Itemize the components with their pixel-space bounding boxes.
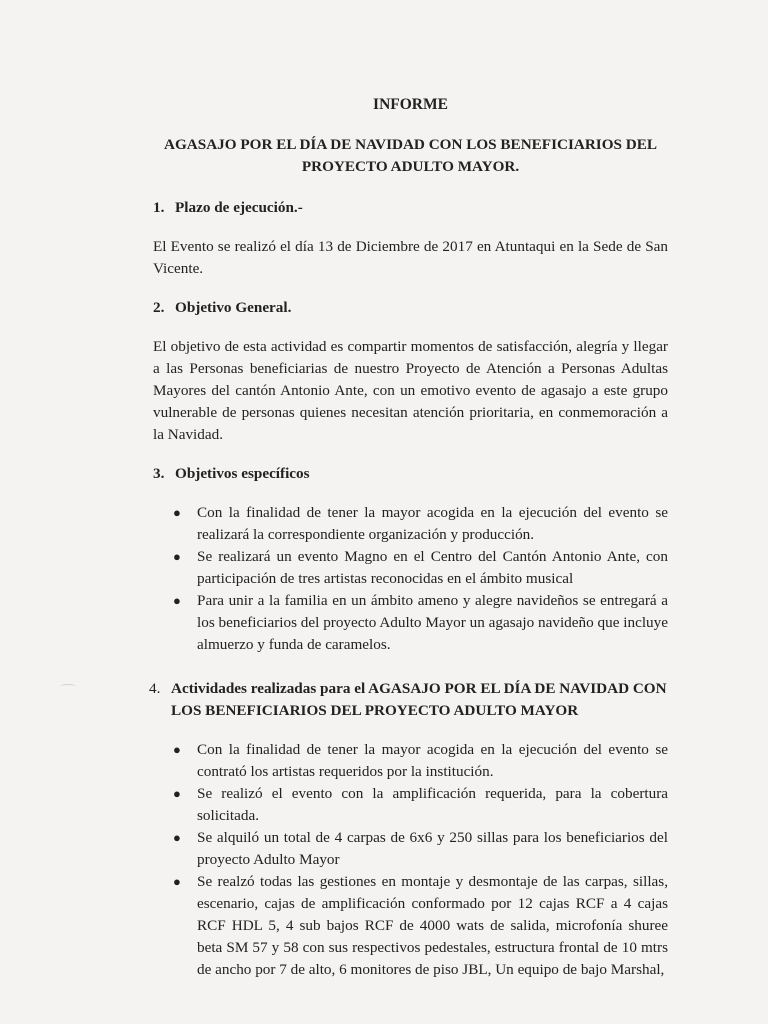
bullet-icon: ●	[173, 830, 181, 845]
bullet-icon: ●	[173, 549, 181, 564]
list-item-text: Con la finalidad de tener la mayor acogida en la ejecución del evento se contrató los artistas requeridos por la institución.	[197, 741, 668, 780]
list-item-text: Con la finalidad de tener la mayor acogida en la ejecución del evento se realizará la correspondiente organización y producción.	[197, 504, 668, 543]
section-number: 4.	[149, 680, 161, 697]
list-item-text: Se realizó el evento con la amplificación requerida, para la cobertura solicitada.	[197, 785, 668, 824]
list-item	[153, 546, 668, 590]
bullet-icon: ●	[173, 505, 181, 520]
bullet-list-3	[153, 502, 668, 656]
document-body	[149, 94, 668, 997]
section-heading-text: Objetivo General.	[175, 299, 292, 316]
section-heading-4	[149, 678, 668, 722]
bullet-list-4	[153, 739, 668, 981]
list-item-text: Para unir a la familia en un ámbito ameno y alegre navideños se entregará a los beneficiarios del proyecto Adulto Mayor un agasajo navideño que incluye almuerzo y funda de caramelos.	[197, 592, 668, 653]
list-item	[153, 739, 668, 783]
list-item-text: Se realzó todas las gestiones en montaje y desmontaje de las carpas, sillas, escenario, cajas de amplificación conformado por 12 cajas RCF a 4 cajas RCF HDL 5, 4 sub bajos RCF de 4000 wats de salida, microfonía shuree beta SM 57 y 58 con sus respectivos pedestales, estructura frontal de 10 mtrs de ancho por 7 de alto, 6 monitores de piso JBL, Un equipo de bajo Marshal,	[197, 873, 668, 978]
scan-mark	[60, 684, 76, 689]
document-subtitle: AGASAJO POR EL DÍA DE NAVIDAD CON LOS BENEFICIARIOS DEL PROYECTO ADULTO MAYOR.	[164, 136, 657, 175]
list-item-text: Se alquiló un total de 4 carpas de 6x6 y 250 sillas para los beneficiarios del proyecto Adulto Mayor	[197, 829, 668, 868]
list-item-text: Se realizará un evento Magno en el Centro del Cantón Antonio Ante, con participación de tres artistas reconocidas en el ámbito musical	[197, 548, 668, 587]
section-number: 3.	[153, 465, 165, 482]
bullet-icon: ●	[173, 593, 181, 608]
document-title: INFORME	[373, 96, 448, 113]
bullet-icon: ●	[173, 786, 181, 801]
section-heading-3	[153, 463, 668, 485]
section-paragraph-2: El objetivo de esta actividad es compartir momentos de satisfacción, alegría y llegar a las Personas beneficiarias de nuestro Proyecto de Atención a Personas Adultas Mayores del cantón Antonio Ante, con un emotivo evento de agasajo a este grupo vulnerable de personas quienes necesitan atención prioritaria, en conmemoración a la Navidad.	[153, 338, 668, 443]
list-item	[153, 502, 668, 546]
list-item	[153, 590, 668, 656]
section-heading-1	[153, 197, 668, 219]
bullet-icon: ●	[173, 742, 181, 757]
section-heading-text: Objetivos específicos	[175, 465, 310, 482]
section-paragraph-1: El Evento se realizó el día 13 de Diciembre de 2017 en Atuntaqui en la Sede de San Vicente.	[153, 238, 668, 277]
list-item	[153, 871, 668, 981]
section-heading-2	[153, 297, 668, 319]
section-number: 1.	[153, 199, 165, 216]
bullet-icon: ●	[173, 874, 181, 889]
section-heading-text: Plazo de ejecución.-	[175, 199, 303, 216]
section-number: 2.	[153, 299, 165, 316]
list-item	[153, 827, 668, 871]
section-heading-text: Actividades realizadas para el AGASAJO POR EL DÍA DE NAVIDAD CON LOS BENEFICIARIOS DEL PROYECTO ADULTO MAYOR	[171, 680, 667, 719]
list-item	[153, 783, 668, 827]
